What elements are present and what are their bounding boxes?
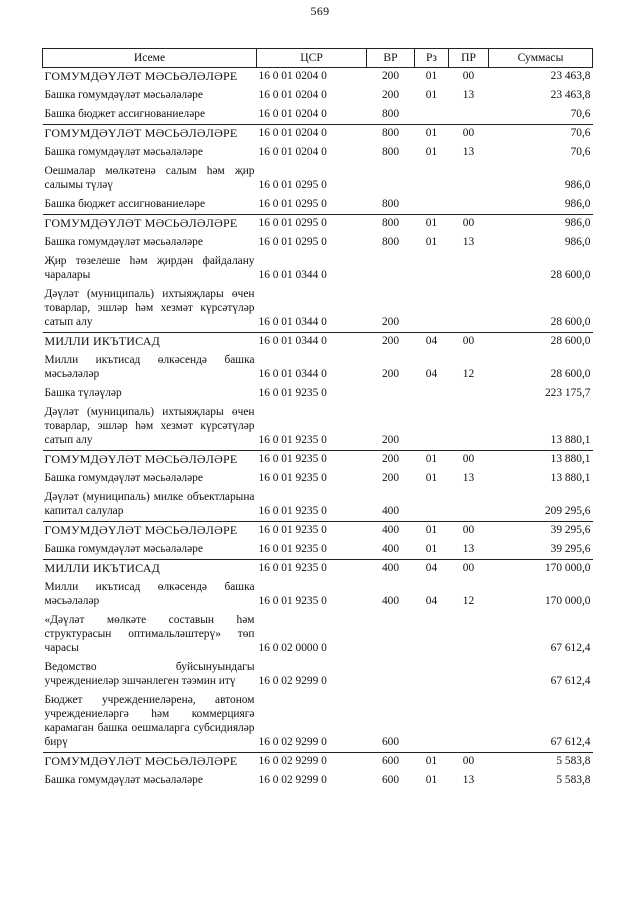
row-name: Башка бюджет ассигнованиеләре — [44, 198, 206, 210]
row-name: Башка гомумдәүләт мәсьәләләре — [44, 146, 203, 158]
row-csr: 16 0 02 9299 0 — [258, 774, 327, 786]
row-pr: 13 — [462, 543, 475, 555]
row-vr: 200 — [381, 368, 400, 380]
table-row — [43, 469, 593, 488]
row-pr: 12 — [462, 595, 475, 607]
row-vr: 800 — [381, 108, 400, 120]
row-name: Дәүләт (муниципаль) ихтыяҗлары өчен товарлар, эшләр һәм хезмәт күрсәтүләр сатып алу — [44, 406, 255, 446]
row-sum: 5 583,8 — [556, 774, 591, 786]
table-row — [43, 125, 593, 144]
row-sum: 67 612,4 — [550, 736, 591, 748]
row-pr — [449, 403, 489, 451]
row-csr: 16 0 01 9235 0 — [257, 522, 367, 541]
row-pr: 00 — [449, 451, 489, 470]
row-rz: 01 — [415, 215, 449, 234]
row-sum: 170 000,0 — [489, 560, 593, 579]
row-sum: 986,0 — [489, 215, 593, 234]
row-rz — [415, 488, 449, 522]
row-name: МИЛЛИ ИКЪТИСАД — [43, 333, 257, 352]
header-csr: ЦСР — [257, 49, 367, 68]
table-header — [43, 49, 593, 68]
header-name: Исеме — [43, 49, 257, 68]
row-sum: 986,0 — [564, 236, 591, 248]
row-pr: 13 — [462, 236, 475, 248]
row-name: Башка гомумдәүләт мәсьәләләре — [44, 236, 203, 248]
row-csr: 16 0 01 9235 0 — [257, 560, 367, 579]
row-name: Башка гомумдәүләт мәсьәләләре — [44, 472, 203, 484]
row-name: Бюджет учреждениеләренә, автоном учреждениеләргә һәм коммерциягә карамаган башка оешмаларга субсидияләр бирү — [44, 694, 255, 748]
row-rz — [415, 611, 449, 658]
row-vr — [367, 162, 415, 195]
row-rz: 01 — [415, 125, 449, 144]
row-vr: 800 — [367, 215, 415, 234]
table-row — [43, 105, 593, 125]
row-sum: 5 583,8 — [489, 753, 593, 772]
row-rz: 01 — [425, 543, 438, 555]
row-name: Җир төзелеше һәм җирдән файдалану чаралары — [44, 255, 255, 281]
row-csr: 16 0 01 9235 0 — [258, 387, 327, 399]
row-rz — [415, 105, 449, 125]
budget-table — [42, 48, 593, 790]
row-name: Башка бюджет ассигнованиеләре — [44, 108, 206, 120]
row-pr: 00 — [449, 68, 489, 87]
row-name: ГОМУМДӘҮЛӘТ МӘСЬӘЛӘЛӘРЕ — [43, 68, 257, 87]
row-rz — [415, 403, 449, 451]
row-name: Оешмалар мөлкәтенә салым һәм җир салымы түләү — [44, 165, 255, 191]
row-rz: 01 — [425, 146, 438, 158]
row-sum: 39 295,6 — [489, 522, 593, 541]
row-sum: 986,0 — [564, 179, 591, 191]
row-csr: 16 0 01 0204 0 — [258, 146, 327, 158]
row-name: Башка түләүләр — [44, 387, 122, 399]
row-csr: 16 0 01 9235 0 — [257, 451, 367, 470]
row-rz: 04 — [415, 333, 449, 352]
row-pr — [449, 611, 489, 658]
table-body — [43, 68, 593, 791]
row-vr: 200 — [381, 316, 400, 328]
row-name: Башка гомумдәүләт мәсьәләләре — [44, 543, 203, 555]
row-name: Башка гомумдәүләт мәсьәләләре — [44, 89, 203, 101]
row-name: «Дәүләт мөлкәте составын һәм структурасын оптимальләштерү» төп чарасы — [44, 614, 255, 654]
row-sum: 39 295,6 — [550, 543, 591, 555]
row-vr: 400 — [367, 560, 415, 579]
table-row — [43, 451, 593, 470]
row-csr: 16 0 01 0344 0 — [257, 333, 367, 352]
row-vr: 200 — [367, 68, 415, 87]
row-csr: 16 0 01 0295 0 — [258, 198, 327, 210]
table-row — [43, 522, 593, 541]
row-pr: 00 — [449, 522, 489, 541]
table-row — [43, 691, 593, 753]
row-rz — [415, 162, 449, 195]
row-sum: 28 600,0 — [550, 316, 591, 328]
row-csr: 16 0 02 9299 0 — [258, 736, 327, 748]
row-pr: 12 — [462, 368, 475, 380]
header-rz: Рз — [415, 49, 449, 68]
row-vr: 200 — [367, 333, 415, 352]
row-csr: 16 0 01 9235 0 — [258, 472, 327, 484]
row-sum: 28 600,0 — [550, 368, 591, 380]
row-csr: 16 0 01 9235 0 — [258, 505, 327, 517]
row-vr — [367, 658, 415, 691]
row-vr: 600 — [381, 736, 400, 748]
row-sum: 28 600,0 — [550, 269, 591, 281]
row-rz — [415, 384, 449, 403]
row-csr: 16 0 01 0204 0 — [257, 68, 367, 87]
row-vr: 400 — [367, 522, 415, 541]
table-row — [43, 578, 593, 611]
row-name: Башка гомумдәүләт мәсьәләләре — [44, 774, 203, 786]
row-rz — [415, 691, 449, 753]
row-name: ГОМУМДӘҮЛӘТ МӘСЬӘЛӘЛӘРЕ — [43, 753, 257, 772]
row-vr: 800 — [381, 198, 400, 210]
row-name: Милли икътисад өлкәсендә башка мәсьәләләр — [44, 354, 255, 380]
row-pr — [449, 105, 489, 125]
row-rz: 04 — [415, 560, 449, 579]
row-csr: 16 0 01 0295 0 — [258, 179, 327, 191]
row-vr: 200 — [381, 434, 400, 446]
row-vr: 200 — [381, 89, 400, 101]
row-vr: 400 — [381, 543, 400, 555]
table-row — [43, 333, 593, 352]
row-vr: 600 — [381, 774, 400, 786]
row-csr: 16 0 01 0204 0 — [258, 108, 327, 120]
row-rz — [415, 195, 449, 215]
row-rz — [415, 252, 449, 285]
row-name: Дәүләт (муниципаль) милке объектларына капитал салулар — [44, 491, 255, 517]
table-row — [43, 68, 593, 87]
row-csr: 16 0 01 0344 0 — [258, 269, 327, 281]
row-vr: 800 — [367, 125, 415, 144]
row-name: МИЛЛИ ИКЪТИСАД — [43, 560, 257, 579]
row-pr: 13 — [462, 146, 475, 158]
table-row — [43, 488, 593, 522]
table-row — [43, 384, 593, 403]
row-rz: 01 — [415, 451, 449, 470]
row-sum: 70,6 — [570, 108, 591, 120]
row-csr: 16 0 02 0000 0 — [258, 642, 327, 654]
row-csr: 16 0 01 0344 0 — [258, 368, 327, 380]
row-pr: 00 — [449, 215, 489, 234]
table-row — [43, 658, 593, 691]
row-vr: 400 — [381, 595, 400, 607]
table-row — [43, 351, 593, 384]
row-vr — [367, 611, 415, 658]
row-pr: 13 — [462, 472, 475, 484]
row-pr — [449, 488, 489, 522]
row-sum: 13 880,1 — [550, 434, 591, 446]
row-sum: 13 880,1 — [489, 451, 593, 470]
row-sum: 23 463,8 — [489, 68, 593, 87]
row-pr: 13 — [462, 774, 475, 786]
row-sum: 23 463,8 — [550, 89, 591, 101]
row-pr: 13 — [462, 89, 475, 101]
table-row — [43, 252, 593, 285]
table-row — [43, 771, 593, 790]
table-row — [43, 611, 593, 658]
row-csr: 16 0 01 9235 0 — [258, 543, 327, 555]
row-vr: 800 — [381, 236, 400, 248]
row-pr — [449, 195, 489, 215]
row-pr: 00 — [449, 333, 489, 352]
row-rz: 04 — [425, 368, 438, 380]
row-pr — [449, 162, 489, 195]
row-rz: 01 — [415, 753, 449, 772]
row-name: ГОМУМДӘҮЛӘТ МӘСЬӘЛӘЛӘРЕ — [43, 522, 257, 541]
row-sum: 70,6 — [489, 125, 593, 144]
row-pr — [449, 384, 489, 403]
row-rz: 01 — [415, 68, 449, 87]
row-vr: 200 — [381, 472, 400, 484]
header-vr: ВР — [367, 49, 415, 68]
table-row — [43, 285, 593, 333]
row-pr: 00 — [449, 753, 489, 772]
row-pr — [449, 691, 489, 753]
header-sum: Суммасы — [489, 49, 593, 68]
row-rz: 01 — [415, 522, 449, 541]
row-name: Милли икътисад өлкәсендә башка мәсьәләләр — [44, 581, 255, 607]
row-vr — [367, 252, 415, 285]
row-pr — [449, 285, 489, 333]
row-rz: 01 — [425, 236, 438, 248]
row-vr: 600 — [367, 753, 415, 772]
row-sum: 70,6 — [570, 146, 591, 158]
row-csr: 16 0 01 0204 0 — [257, 125, 367, 144]
row-vr: 200 — [367, 451, 415, 470]
table-row — [43, 233, 593, 252]
row-vr: 800 — [381, 146, 400, 158]
header-row — [43, 49, 593, 68]
row-sum: 223 175,7 — [544, 387, 591, 399]
row-csr: 16 0 01 9235 0 — [258, 434, 327, 446]
table-row — [43, 143, 593, 162]
row-vr: 400 — [381, 505, 400, 517]
table-row — [43, 162, 593, 195]
table-row — [43, 753, 593, 772]
row-sum: 28 600,0 — [489, 333, 593, 352]
row-sum: 67 612,4 — [550, 642, 591, 654]
row-csr: 16 0 01 9235 0 — [258, 595, 327, 607]
row-name: Дәүләт (муниципаль) ихтыяҗлары өчен товарлар, эшләр һәм хезмәт күрсәтүләр сатып алу — [44, 288, 255, 328]
table-row — [43, 403, 593, 451]
table-row — [43, 195, 593, 215]
row-csr: 16 0 01 0295 0 — [257, 215, 367, 234]
row-pr — [449, 252, 489, 285]
row-rz: 01 — [425, 89, 438, 101]
row-rz: 04 — [425, 595, 438, 607]
row-sum: 170 000,0 — [544, 595, 591, 607]
row-pr: 00 — [449, 560, 489, 579]
row-rz — [415, 658, 449, 691]
row-sum: 986,0 — [564, 198, 591, 210]
row-name: ГОМУМДӘҮЛӘТ МӘСЬӘЛӘЛӘРЕ — [43, 125, 257, 144]
row-pr: 00 — [449, 125, 489, 144]
row-sum: 209 295,6 — [544, 505, 591, 517]
table-row — [43, 540, 593, 560]
row-name: ГОМУМДӘҮЛӘТ МӘСЬӘЛӘЛӘРЕ — [43, 451, 257, 470]
row-vr — [367, 384, 415, 403]
table-row — [43, 560, 593, 579]
row-csr: 16 0 02 9299 0 — [258, 675, 327, 687]
row-pr — [449, 658, 489, 691]
row-csr: 16 0 02 9299 0 — [257, 753, 367, 772]
row-csr: 16 0 01 0344 0 — [258, 316, 327, 328]
row-name: Ведомство буйсынуындагы учреждениеләр эшчәнлеген тәэмин итү — [44, 661, 255, 687]
row-csr: 16 0 01 0204 0 — [258, 89, 327, 101]
row-rz: 01 — [425, 774, 438, 786]
table-row — [43, 86, 593, 105]
row-rz — [415, 285, 449, 333]
header-pr: ПР — [449, 49, 489, 68]
row-name: ГОМУМДӘҮЛӘТ МӘСЬӘЛӘЛӘРЕ — [43, 215, 257, 234]
row-rz: 01 — [425, 472, 438, 484]
row-csr: 16 0 01 0295 0 — [258, 236, 327, 248]
page-number: 569 — [310, 4, 330, 18]
row-sum: 67 612,4 — [550, 675, 591, 687]
row-sum: 13 880,1 — [550, 472, 591, 484]
table-row — [43, 215, 593, 234]
